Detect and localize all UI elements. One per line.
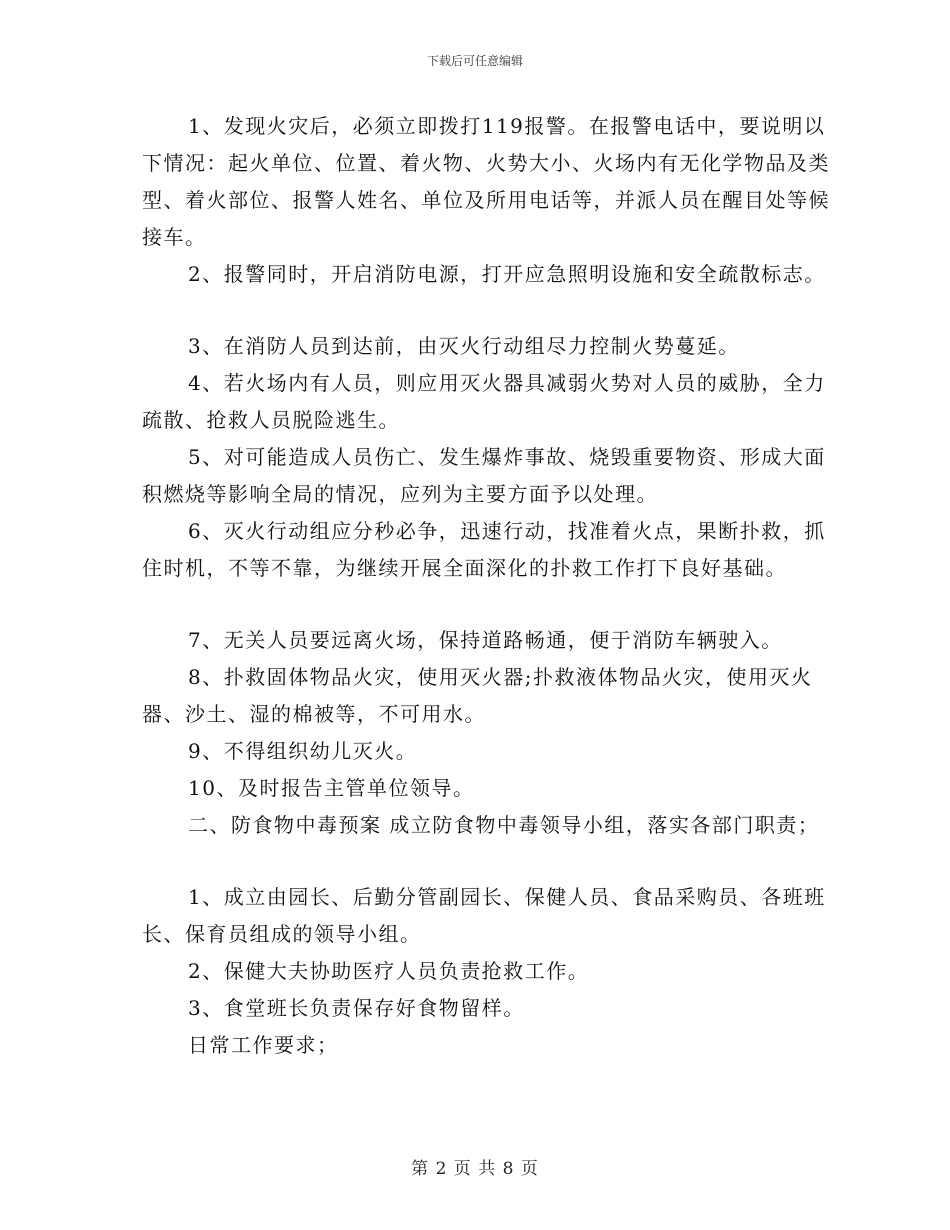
section-heading-food-poisoning: 二、防食物中毒预案 成立防食物中毒领导小组，落实各部门职责； xyxy=(188,813,820,837)
paragraph-fire-3: 3、在消防人员到达前，由灭火行动组尽力控制火势蔓延。 xyxy=(188,334,740,358)
paragraph-fire-10: 10、及时报告主管单位领导。 xyxy=(188,776,475,800)
paragraph-fire-7: 7、无关人员要远离火场，保持道路畅通，便于消防车辆驶入。 xyxy=(188,628,783,652)
paragraph-food-3: 3、食堂班长负责保存好食物留样。 xyxy=(188,996,525,1020)
paragraph-food-1: 1、成立由园长、后勤分管副园长、保健人员、食品采购员、各班班长、保育员组成的领导小组。 xyxy=(142,885,826,946)
paragraph-fire-4: 4、若火场内有人员，则应用灭火器具减弱火势对人员的威胁，全力疏散、抢救人员脱险逃生。 xyxy=(142,371,826,432)
document-body xyxy=(142,108,832,1064)
paragraph-fire-2: 2、报警同时，开启消防电源，打开应急照明设施和安全疏散标志。 xyxy=(188,262,826,286)
paragraph-fire-8: 8、扑救固体物品火灾，使用灭火器;扑救液体物品火灾，使用灭火器、沙土、湿的棉被等，不可用水。 xyxy=(142,665,813,726)
paragraph-fire-6: 6、灭火行动组应分秒必争，迅速行动，找准着火点，果断扑救，抓住时机，不等不靠，为继续开展全面深化的扑救工作打下良好基础。 xyxy=(142,519,826,580)
paragraph-fire-1: 1、发现火灾后，必须立即拨打119报警。在报警电话中，要说明以下情况：起火单位、位置、着火物、火势大小、火场内有无化学物品及类型、着火部位、报警人姓名、单位及所用电话等，并派人员在醒目处等候接车。 xyxy=(142,114,830,249)
paragraph-fire-9: 9、不得组织幼儿灭火。 xyxy=(188,739,418,763)
paragraph-fire-5: 5、对可能造成人员伤亡、发生爆炸事故、烧毁重要物资、形成大面积燃烧等影响全局的情况，应列为主要方面予以处理。 xyxy=(142,445,826,506)
paragraph-food-2: 2、保健大夫协助医疗人员负责抢救工作。 xyxy=(188,959,590,983)
paragraph-daily-requirements: 日常工作要求； xyxy=(188,1033,339,1057)
page-header: 下载后可任意编辑 xyxy=(426,54,523,68)
page-number-footer: 第 2 页 共 8 页 xyxy=(411,1159,539,1179)
